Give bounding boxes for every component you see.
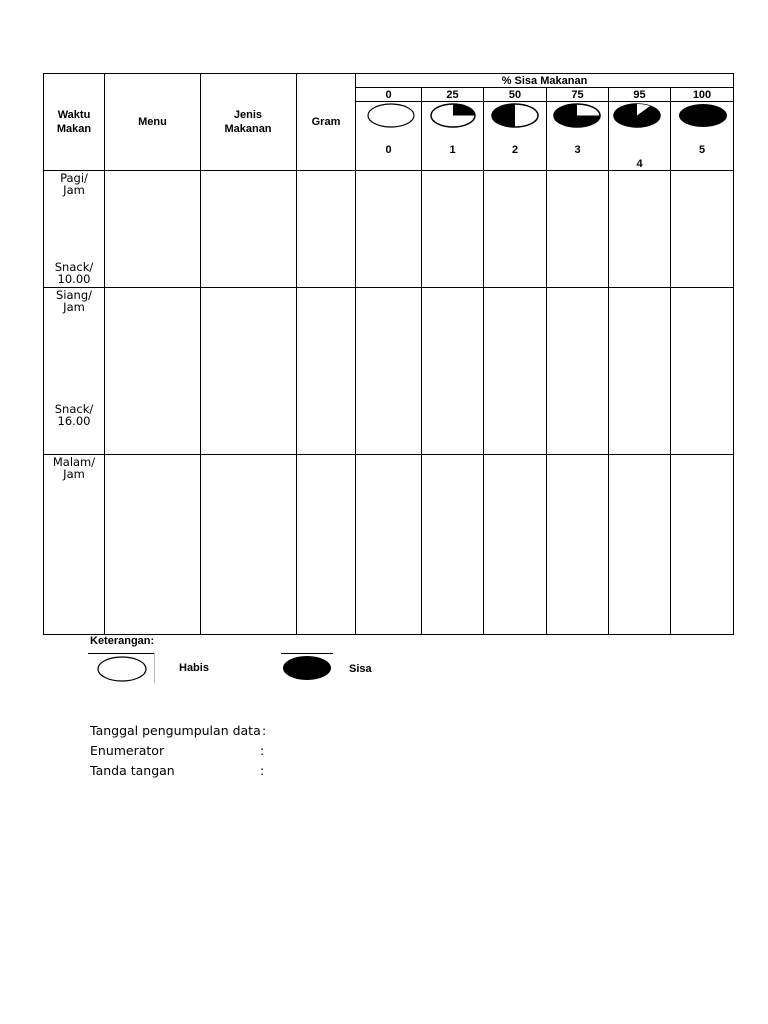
legend-title: Keterangan: — [90, 635, 155, 647]
header-gram: Gram — [311, 116, 341, 128]
score-label-1: 1 — [449, 144, 456, 156]
legend-full-plate-icon — [281, 655, 333, 683]
row-snack-1000: Snack/ 10.00 — [54, 260, 94, 286]
tanggal-label: Tanggal pengumpulan data — [90, 723, 261, 738]
plate-mostly-left-icon — [612, 102, 662, 129]
header-menu: Menu — [138, 116, 167, 128]
tanda-tangan-colon: : — [260, 763, 265, 778]
score-label-2: 2 — [511, 144, 519, 156]
score-label-5: 5 — [698, 144, 706, 156]
header-sisa-makanan: % Sisa Makanan — [501, 75, 588, 87]
legend-empty-plate-icon — [96, 655, 148, 683]
score-label-4: 4 — [636, 158, 643, 170]
legend-habis-label: Habis — [179, 662, 209, 674]
enumerator-label: Enumerator — [90, 743, 165, 758]
percent-label-50: 50 — [508, 89, 522, 101]
enumerator-colon: : — [260, 743, 265, 758]
percent-label-100: 100 — [692, 89, 712, 101]
plate-half-left-icon — [490, 102, 540, 129]
score-label-0: 0 — [385, 144, 392, 156]
plate-empty-icon — [366, 102, 416, 129]
row-label-pagi: Pagi/ Jam — [60, 171, 88, 197]
percent-label-75: 75 — [571, 89, 584, 101]
row-label-siang: Siang/ Jam — [55, 288, 92, 314]
tanggal-colon: : — [262, 723, 267, 738]
score-label-3: 3 — [574, 144, 581, 156]
plate-quarter-left-icon — [429, 102, 477, 129]
percent-label-25: 25 — [446, 89, 459, 101]
header-waktu-makan: Waktu Makan — [56, 109, 92, 135]
row-snack-1600: Snack/ 16.00 — [54, 402, 94, 428]
header-jenis-makanan: Jenis Makanan — [224, 109, 272, 135]
tanda-tangan-label: Tanda tangan — [90, 763, 175, 778]
plate-three-quarter-left-icon — [552, 102, 602, 129]
legend-sisa-label: Sisa — [349, 663, 372, 675]
row-label-malam: Malam/ Jam — [52, 455, 96, 481]
percent-label-95: 95 — [633, 89, 646, 101]
plate-full-icon — [677, 102, 729, 129]
percent-label-0: 0 — [385, 89, 392, 101]
